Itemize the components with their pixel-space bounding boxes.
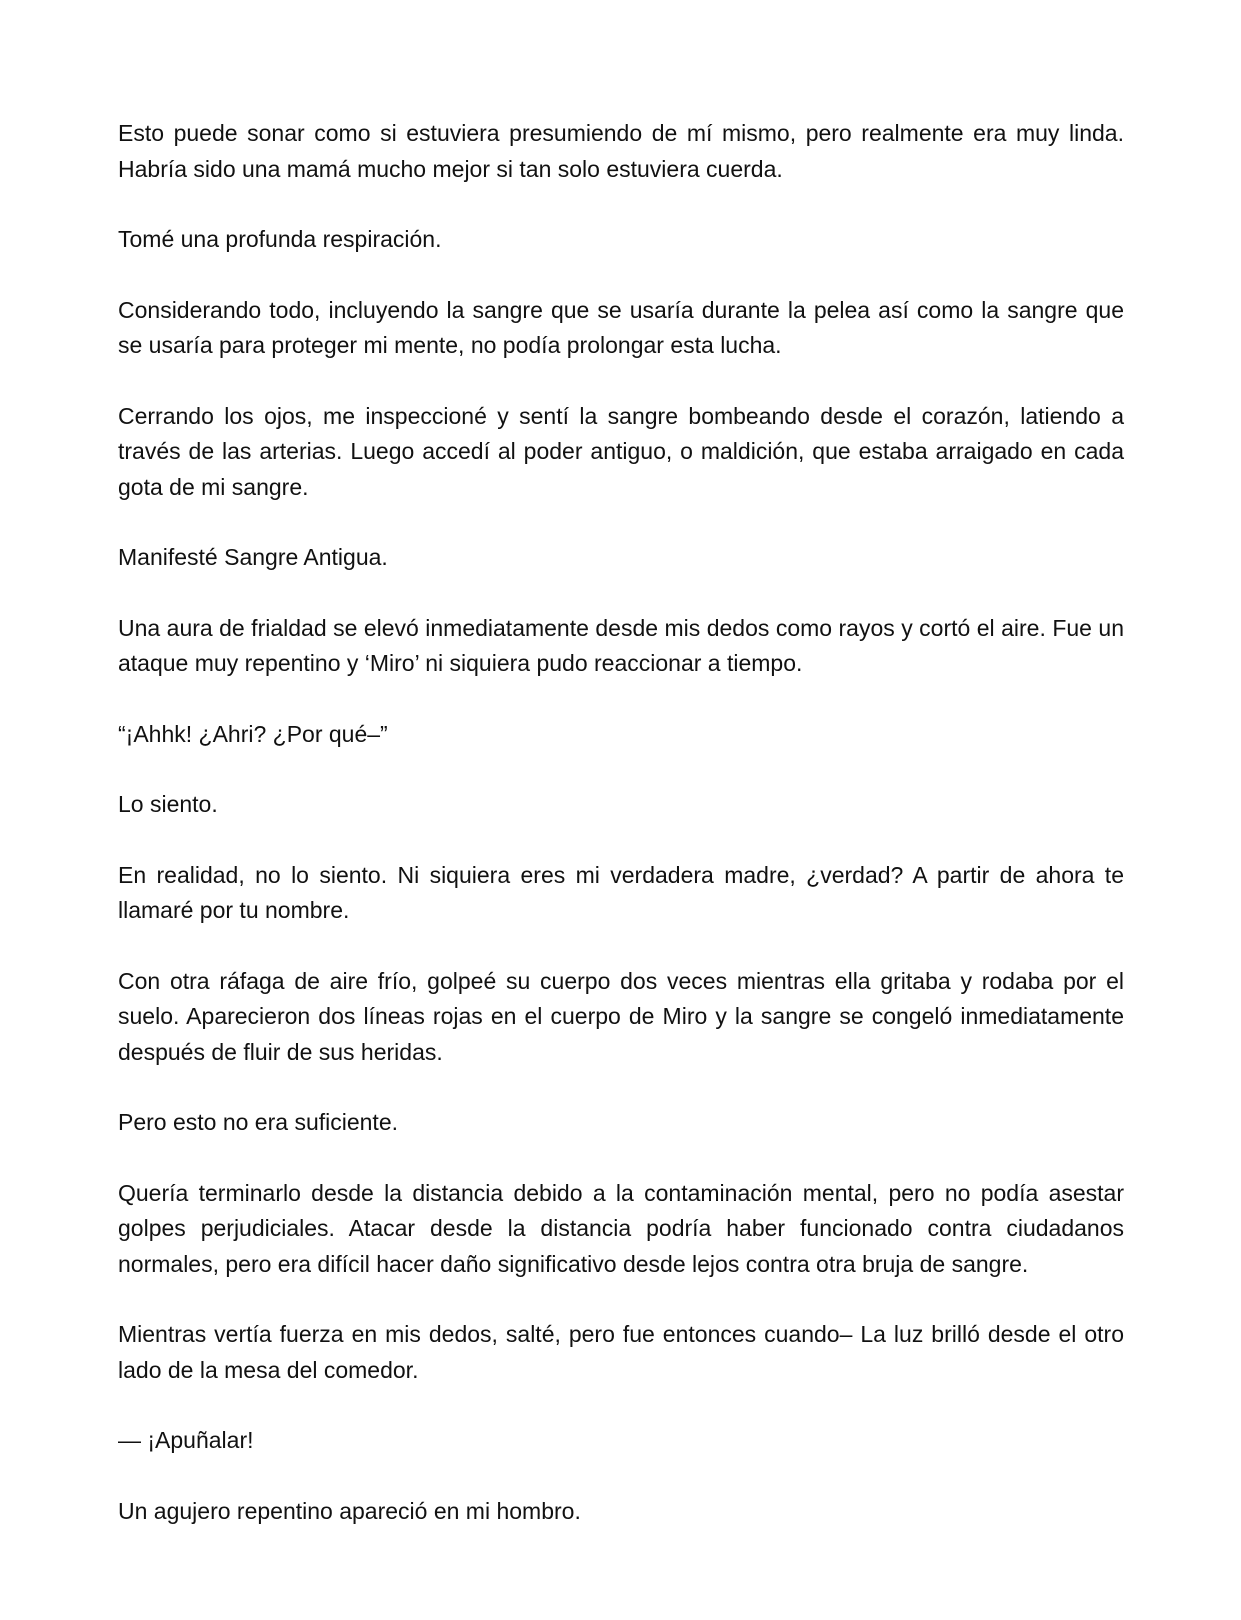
paragraph-3: Considerando todo, incluyendo la sangre que se usaría durante la pelea así como la sangre que se usaría para proteger mi mente, no podía prolongar esta lucha. xyxy=(118,296,1124,358)
paragraph-4: Cerrando los ojos, me inspeccioné y sentí la sangre bombeando desde el corazón, latiendo a través de las arterias. Luego accedí al poder antiguo, o maldición, que estaba arraigado en cada gota de mi sangre. xyxy=(118,402,1124,500)
paragraph-1: Esto puede sonar como si estuviera presumiendo de mí mismo, pero realmente era muy linda. Habría sido una mamá mucho mejor si tan solo estuviera cuerda. xyxy=(118,120,1124,182)
paragraph-2: Tomé una profunda respiración. xyxy=(118,226,442,252)
paragraph-8: Lo siento. xyxy=(118,791,218,817)
paragraph-10: Con otra ráfaga de aire frío, golpeé su cuerpo dos veces mientras ella gritaba y rodaba por el suelo. Aparecieron dos líneas rojas en el cuerpo de Miro y la sangre se congeló inmediatamente después de fluir de sus heridas. xyxy=(118,967,1124,1065)
paragraph-9: En realidad, no lo siento. Ni siquiera eres mi verdadera madre, ¿verdad? A partir de ahora te llamaré por tu nombre. xyxy=(118,861,1124,923)
paragraph-14: — ¡Apuñalar! xyxy=(118,1427,254,1453)
paragraph-13: Mientras vertía fuerza en mis dedos, salté, pero fue entonces cuando– La luz brilló desde el otro lado de la mesa del comedor. xyxy=(118,1321,1124,1383)
paragraph-12: Quería terminarlo desde la distancia debido a la contaminación mental, pero no podía asestar golpes perjudiciales. Atacar desde la distancia podría haber funcionado contra ciudadanos normales, pero era difícil hacer daño significativo desde lejos contra otra bruja de sangre. xyxy=(118,1179,1124,1277)
paragraph-7: “¡Ahhk! ¿Ahri? ¿Por qué–” xyxy=(118,720,388,747)
paragraph-6: Una aura de frialdad se elevó inmediatamente desde mis dedos como rayos y cortó el aire. Fue un ataque muy repentino y ‘Miro’ ni siquiera pudo reaccionar a tiempo. xyxy=(118,614,1124,676)
paragraph-15: Un agujero repentino apareció en mi hombro. xyxy=(118,1497,581,1524)
paragraph-11: Pero esto no era suficiente. xyxy=(118,1109,398,1135)
paragraph-5: Manifesté Sangre Antigua. xyxy=(118,544,388,570)
document-page xyxy=(118,116,1124,1529)
